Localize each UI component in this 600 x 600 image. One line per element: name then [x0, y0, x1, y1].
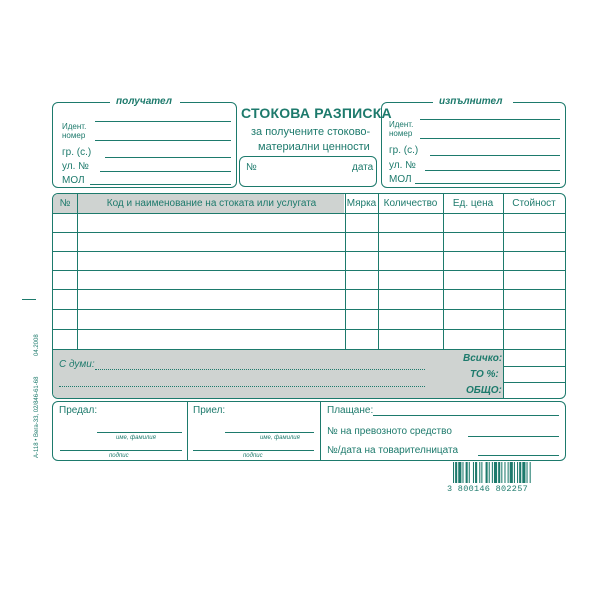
barcode-bar [486, 462, 488, 483]
waybill-line[interactable] [478, 455, 559, 456]
barcode-bar [517, 462, 518, 483]
barcode-bar [494, 462, 497, 483]
col-div-3 [378, 194, 379, 349]
vat-label: ТО %: [470, 369, 499, 380]
table-row[interactable] [53, 270, 565, 271]
barcode-bar [473, 462, 474, 483]
barcode-bar [475, 462, 477, 483]
left-tick-mark [22, 299, 36, 300]
barcode-bar [527, 462, 528, 483]
col-div-4 [443, 194, 444, 349]
performer-mol-label: МОЛ [389, 174, 412, 185]
barcode-bar [504, 462, 505, 483]
table-row[interactable] [53, 309, 565, 310]
barcode-bar [519, 462, 521, 483]
barcode-bar [492, 462, 493, 483]
gave-sign-caption: подпис [109, 453, 129, 459]
gave-sign-line[interactable] [60, 450, 182, 451]
barcode-bar [530, 462, 531, 483]
document-subtitle-1: за получените стоково- [251, 126, 371, 138]
total-row-line [503, 366, 565, 367]
received-label: Приел: [193, 405, 226, 416]
recipient-street-label: ул. № [62, 161, 89, 172]
barcode-bar [498, 462, 500, 483]
barcode-bar [466, 462, 468, 483]
side-print-date: 04.2008 [34, 334, 40, 356]
summary-shade [53, 350, 503, 398]
table-row[interactable] [53, 289, 565, 290]
recipient-mol-label: МОЛ [62, 175, 85, 186]
vat-row-line [503, 382, 565, 383]
barcode-bar [514, 462, 515, 483]
col-div-2 [345, 194, 346, 349]
performer-mol-line[interactable] [415, 183, 560, 184]
performer-id-label-1: Идент. [389, 120, 414, 129]
vehicle-label: № на превозното средство [327, 426, 452, 437]
received-sign-line[interactable] [193, 450, 314, 451]
payment-label: Плащане: [327, 405, 374, 416]
barcode-bar [522, 462, 525, 483]
col-div-1 [77, 194, 78, 349]
performer-street-line[interactable] [425, 170, 560, 171]
barcode-bar [469, 462, 470, 483]
words-line-1[interactable] [95, 369, 425, 370]
col-header-number: № [59, 198, 71, 209]
received-sign-caption: подпис [243, 453, 263, 459]
performer-id-label-2: номер [389, 129, 413, 138]
recipient-id-label-2: номер [62, 131, 86, 140]
recipient-title: получател [116, 96, 172, 107]
barcode-bar [510, 462, 513, 483]
words-label: С думи: [59, 359, 95, 370]
barcode-bar [455, 462, 457, 483]
barcode-bar [501, 462, 502, 483]
waybill-label: №/дата на товарителницата [327, 445, 459, 456]
barcode-bar [453, 462, 454, 483]
document-title: СТОКОВА РАЗПИСКА [241, 105, 392, 121]
performer-title: изпълнител [439, 96, 503, 107]
table-row[interactable] [53, 251, 565, 252]
performer-street-label: ул. № [389, 160, 416, 171]
barcode-bar [462, 462, 463, 483]
number-label: № [246, 162, 257, 173]
words-line-2[interactable] [59, 386, 425, 387]
performer-city-label: гр. (с.) [389, 145, 419, 156]
recipient-id-line-2[interactable] [95, 140, 231, 141]
col-header-quantity: Количество [383, 198, 438, 209]
document-subtitle-2: материални ценности [258, 141, 370, 153]
table-row[interactable] [53, 232, 565, 233]
footer-box [52, 401, 566, 461]
table-header-line [53, 213, 565, 214]
gave-name-line[interactable] [97, 432, 182, 433]
barcode-bar [508, 462, 509, 483]
vehicle-line[interactable] [468, 436, 559, 437]
barcode-bar [458, 462, 461, 483]
col-header-value: Стойност [512, 198, 556, 209]
grand-total-label: ОБЩО: [466, 385, 502, 396]
performer-id-line-2[interactable] [420, 138, 560, 139]
recipient-street-line[interactable] [100, 171, 231, 172]
barcode [445, 462, 575, 492]
barcode-digits: 3 800146 802257 [447, 484, 529, 492]
footer-div-1 [187, 402, 188, 460]
received-name-line[interactable] [225, 432, 314, 433]
side-print-info: А-118 • Вега-33, 02/846-61-68 [34, 376, 40, 458]
barcode-bar [489, 462, 490, 483]
barcode-bar [479, 462, 480, 483]
barcode-bar [481, 462, 482, 483]
gave-name-caption: име, фамилия [116, 435, 156, 441]
recipient-id-label-1: Идент. [62, 122, 87, 131]
recipient-city-label: гр. (с.) [62, 147, 92, 158]
col-header-description: Код и наименование на стоката или услугата [106, 198, 317, 209]
date-label: дата [352, 162, 374, 173]
total-label: Всичко: [463, 353, 503, 364]
received-name-caption: име, фамилия [260, 435, 300, 441]
table-row[interactable] [53, 329, 565, 330]
col-header-unit-price: Ед. цена [452, 198, 494, 209]
performer-id-line[interactable] [420, 119, 560, 120]
footer-div-2 [320, 402, 321, 460]
gave-label: Предал: [59, 405, 98, 416]
recipient-mol-line[interactable] [90, 184, 231, 185]
recipient-city-line[interactable] [105, 157, 231, 158]
payment-line[interactable] [373, 415, 559, 416]
performer-city-line[interactable] [430, 155, 560, 156]
recipient-id-line[interactable] [95, 121, 231, 122]
col-div-5 [503, 194, 504, 399]
col-header-unit: Мярка [346, 198, 377, 209]
